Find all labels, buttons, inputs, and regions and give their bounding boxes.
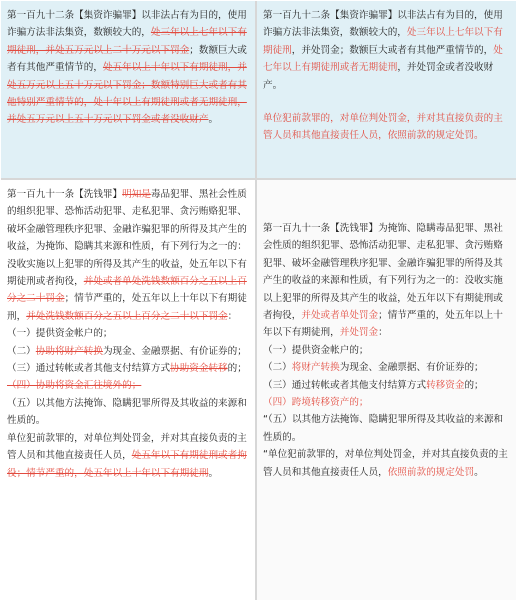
old-191-item-1 (7, 325, 249, 342)
new-191-unit-paragraph (263, 446, 510, 481)
text-run: ；情节严重的，处五年以上十年以下有期徒刑， (7, 293, 247, 322)
text-run: “单位犯前款罪的，对单位判处罚金，并对其直接负责的主管人员和其他直接责任人员， (263, 449, 508, 478)
deleted-text: 并处或者单处洗钱数额百分之五以上百分之二十罚金 (7, 276, 247, 305)
amended-text: 转移资金 (426, 379, 465, 391)
cell-new-article-191 (257, 180, 516, 600)
amended-text: 将财产转换 (291, 362, 340, 374)
amended-text: 依照前款的规定处罚 (387, 466, 475, 478)
old-191-unit-paragraph (7, 430, 249, 482)
text-run: （三）通过转帐或者其他支付结算方式 (263, 379, 427, 391)
amended-text: 并处或者单处罚金 (301, 310, 379, 322)
new-192-unit-paragraph (263, 110, 510, 145)
new-191-item-3 (263, 377, 510, 394)
text-run: （一）提供资金帐户的； (7, 328, 113, 340)
old-191-item-2 (7, 343, 249, 360)
text-run: 为现金、金融票据、有价证券的； (102, 345, 247, 357)
text-run: 单位犯前款罪的，对单位判处罚金，并对其直接负责的主管人员和其他直接责任人员， (7, 432, 247, 462)
text-run: 。 (208, 467, 219, 479)
text-run: 毒品犯罪、黑社会性质的组织犯罪、恐怖活动犯罪、走私犯罪、贪污贿赂犯罪、破坏金融管理秩序犯罪、金融诈骗犯罪的所得及其产生的收益，为掩饰、隐瞒其来源和性质，有下列行为之一的：没收实施以上犯罪的所得及其产生的收益，处五年以下有期徒刑或者拘役， (7, 189, 247, 288)
text-run: 的； (464, 379, 484, 391)
text-run: （三）通过转帐或者其他支付结算方式 (7, 363, 171, 375)
old-191-paragraph-main (7, 186, 249, 325)
text-run: 第一百九十二条【集资诈骗罪】以非法占有为目的，使用诈骗方法非法集资，数额较大的， (7, 10, 247, 39)
amended-text: 处七年以上有期徒刑或者无期徒刑 (263, 44, 503, 74)
text-run: （二） (7, 345, 36, 357)
text-run: 。 (474, 466, 484, 478)
old-191-item-3 (7, 360, 249, 377)
deleted-text: 处五年以上十年以下有期徒刑，并处五万元以上五十万元以下罚金；数额特别巨大或者有其他特别严重情节的，处十年以上有期徒刑或者无期徒刑，并处五万元以上五十万元以下罚金或者没收财产 (7, 62, 247, 126)
text-run: ，并处罚金或者没收财产。 (263, 62, 494, 91)
deleted-text: 协助将财产转换 (35, 345, 103, 357)
new-191-item-4 (263, 394, 510, 411)
new-191-item-1 (263, 342, 510, 359)
cell-old-article-191 (1, 180, 255, 600)
comparison-table (1, 1, 516, 600)
text-run: “（五）以其他方法掩饰、隐瞒犯罪所得及其收益的来源和性质的。 (263, 414, 504, 443)
deleted-text: 处五年以下有期徒刑或者拘役；情节严重的，处五年以上十年以下有期徒刑 (7, 450, 247, 479)
text-run: ： (378, 327, 388, 339)
text-run: 第一百九十一条【洗钱罪】为掩饰、隐瞒毒品犯罪、黑社会性质的组织犯罪、恐怖活动犯罪、走私犯罪、贪污贿赂犯罪、破坏金融管理秩序犯罪、金融诈骗犯罪的所得及其产生的收益的来源和性质，有下列行为之一的：没收实施以上犯罪的所得及其产生的收益，处五年以下有期徒刑或者拘役， (263, 223, 503, 322)
amended-text: 单位犯前款罪的，对单位判处罚金，并对其直接负责的主管人员和其他直接责任人员，依照前款的规定处罚。 (263, 113, 503, 142)
text-run: （一）提供资金帐户的； (263, 344, 369, 356)
text-run: （二） (263, 362, 292, 374)
new-192-paragraph (263, 7, 510, 94)
deleted-text: 并处洗钱数额百分之五以上百分之二十以下罚金 (26, 310, 228, 322)
new-191-item-2 (263, 359, 510, 376)
deleted-text: 协助资金转移 (170, 363, 228, 375)
text-run: 第一百九十二条【集资诈骗罪】以非法占有为目的，使用诈骗方法非法集资，数额较大的， (263, 10, 503, 39)
text-run: 的； (227, 363, 247, 375)
amended-text: 并处罚金 (339, 327, 379, 339)
amended-text: （四）跨境转移资产的； (263, 397, 369, 409)
amended-text: 处三年以上七年以下有期徒刑 (263, 27, 503, 56)
old-191-item-4 (7, 377, 249, 394)
text-run: ；数额巨大或者有其他严重情节的， (7, 44, 247, 74)
cell-old-article-192 (1, 1, 255, 178)
text-run: 第一百九十一条【洗钱罪】 (7, 189, 123, 200)
text-run: ，并处罚金；数额巨大或者有其他严重情节的， (291, 44, 494, 56)
new-191-paragraph-main (263, 220, 510, 342)
deleted-text: （四）协助将资金汇往境外的； (7, 380, 142, 392)
old-192-paragraph (7, 7, 249, 129)
old-191-item-5 (7, 395, 249, 430)
deleted-text: 处三年以上七年以下有期徒刑，并处五万元以上二十万元以下罚金 (7, 27, 247, 56)
text-run: ；情节严重的，处五年以上十年以下有期徒刑， (263, 310, 503, 339)
text-run: （五）以其他方法掩饰、隐瞒犯罪所得及其收益的来源和性质的。 (7, 397, 247, 427)
text-run: ： (227, 310, 238, 322)
new-191-item-5 (263, 411, 510, 446)
deleted-text: 明知是 (122, 189, 151, 200)
cell-new-article-192 (257, 1, 516, 178)
text-run: 。 (208, 114, 219, 126)
text-run: 为现金、金融票据、有价证券的； (339, 362, 484, 374)
